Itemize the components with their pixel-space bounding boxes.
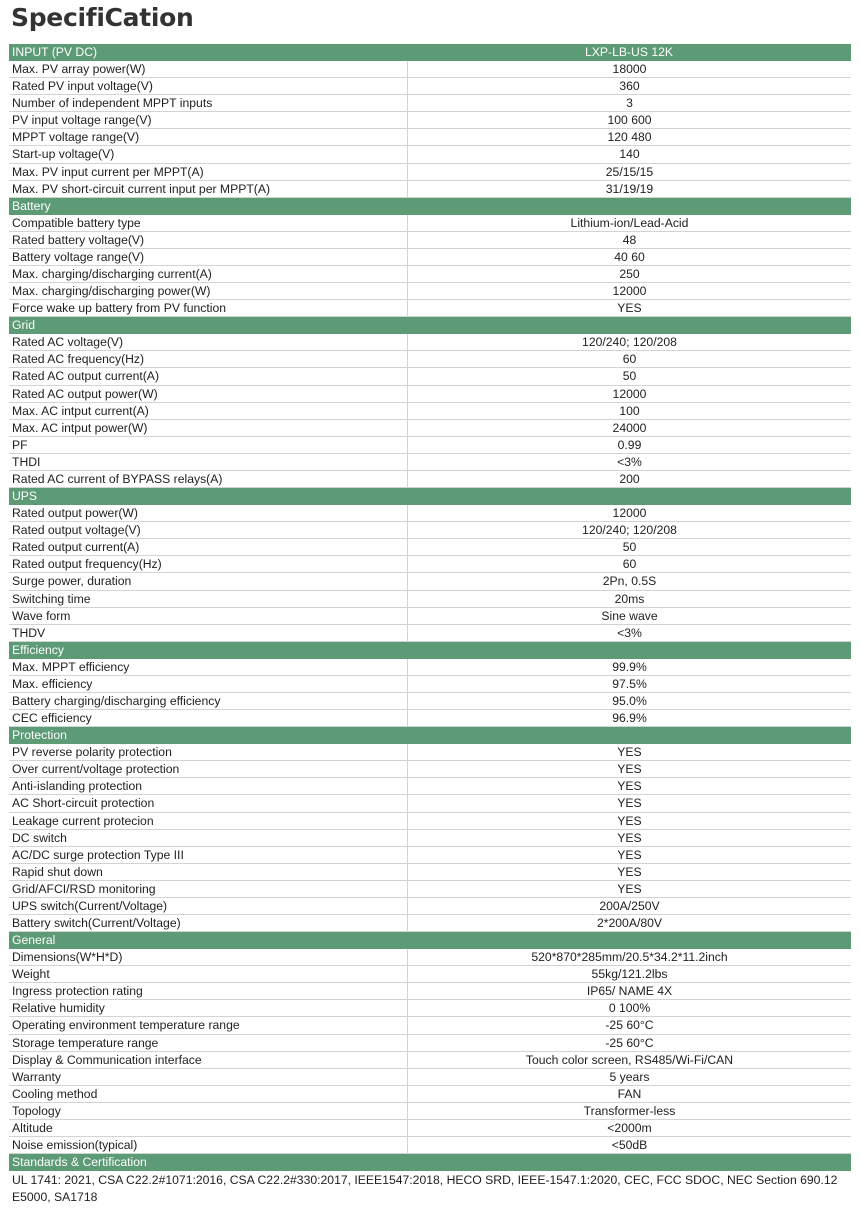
spec-value: 48 <box>622 232 637 247</box>
spec-label: Max. PV input current per MPPT(A) <box>9 164 408 180</box>
spec-label: Max. efficiency <box>9 676 408 692</box>
spec-label: Surge power, duration <box>9 573 408 589</box>
spec-value: 3 <box>626 96 633 111</box>
spec-row <box>9 1035 851 1052</box>
spec-value: 360 <box>619 79 640 94</box>
spec-value: 200A/250V <box>599 898 660 913</box>
section-header <box>9 642 851 659</box>
spec-label: Max. AC intput current(A) <box>9 403 408 419</box>
spec-value: 2*200A/80V <box>596 915 663 930</box>
spec-value: YES <box>617 847 642 862</box>
spec-value: 50 <box>622 540 637 555</box>
section-title: Efficiency <box>12 642 64 657</box>
spec-label: MPPT voltage range(V) <box>9 129 408 145</box>
spec-label: Cooling method <box>9 1086 408 1102</box>
spec-value: <3% <box>617 454 642 469</box>
spec-row <box>9 966 851 983</box>
spec-label: Rated PV input voltage(V) <box>9 78 408 94</box>
spec-value: IP65/ NAME 4X <box>586 984 673 999</box>
spec-label: Grid/AFCI/RSD monitoring <box>9 881 408 897</box>
spec-label: Max. charging/discharging power(W) <box>9 283 408 299</box>
spec-row <box>9 1086 851 1103</box>
spec-row <box>9 300 851 317</box>
spec-row <box>9 181 851 198</box>
spec-row <box>9 573 851 590</box>
spec-label: UPS switch(Current/Voltage) <box>9 898 408 914</box>
spec-row <box>9 78 851 95</box>
spec-row <box>9 915 851 932</box>
spec-label: Rated output frequency(Hz) <box>9 556 408 572</box>
spec-value: 120 480 <box>607 130 652 145</box>
spec-label: Max. AC intput power(W) <box>9 420 408 436</box>
spec-row <box>9 1137 851 1154</box>
spec-row <box>9 454 851 471</box>
spec-row <box>9 608 851 625</box>
spec-label: Max. MPPT efficiency <box>9 659 408 675</box>
spec-label: Rapid shut down <box>9 864 408 880</box>
spec-label: PV reverse polarity protection <box>9 744 408 760</box>
standards-line: E5000, SA1718 <box>12 1190 98 1205</box>
section-title: Battery <box>12 198 51 213</box>
spec-row <box>9 505 851 522</box>
spec-value: 520*870*285mm/20.5*34.2*11.2inch <box>531 950 728 965</box>
spec-label: Dimensions(W*H*D) <box>9 949 408 965</box>
spec-value: 99.9% <box>612 659 647 674</box>
spec-value: 96.9% <box>612 711 647 726</box>
spec-label: Max. charging/discharging current(A) <box>9 266 408 282</box>
spec-label: Number of independent MPPT inputs <box>9 95 408 111</box>
spec-row <box>9 61 851 78</box>
spec-row <box>9 625 851 642</box>
spec-label: Rated AC frequency(Hz) <box>9 351 408 367</box>
section-title: General <box>12 933 56 948</box>
spec-row <box>9 1052 851 1069</box>
spec-value: 12000 <box>612 386 647 401</box>
spec-label: THDV <box>9 625 408 641</box>
spec-value: <3% <box>617 625 642 640</box>
spec-row <box>9 778 851 795</box>
spec-row <box>9 522 851 539</box>
spec-value: YES <box>617 762 642 777</box>
spec-row <box>9 215 851 232</box>
spec-value: 2Pn, 0.5S <box>602 574 657 589</box>
spec-row <box>9 95 851 112</box>
spec-label: Anti-islanding protection <box>9 778 408 794</box>
spec-label: Warranty <box>9 1069 408 1085</box>
spec-label: Rated output voltage(V) <box>9 522 408 538</box>
section-header <box>9 727 851 744</box>
section-header <box>9 44 851 61</box>
spec-label: PF <box>9 437 408 453</box>
spec-value: 97.5% <box>612 676 647 691</box>
section-title: Standards & Certification <box>12 1155 147 1170</box>
spec-value: 12000 <box>612 506 647 521</box>
spec-value: Sine wave <box>601 608 658 623</box>
section-header <box>9 317 851 334</box>
spec-row <box>9 283 851 300</box>
spec-value: 140 <box>619 147 640 162</box>
spec-value: FAN <box>617 1086 642 1101</box>
spec-value: 20ms <box>614 591 645 606</box>
spec-label: Noise emission(typical) <box>9 1137 408 1153</box>
spec-label: Max. PV array power(W) <box>9 61 408 77</box>
spec-label: Force wake up battery from PV function <box>9 300 408 316</box>
section-model <box>407 198 851 215</box>
spec-row <box>9 710 851 727</box>
spec-label: Altitude <box>9 1120 408 1136</box>
spec-row <box>9 1000 851 1017</box>
section-header <box>9 1154 851 1171</box>
spec-value: 100 600 <box>607 113 652 128</box>
spec-label: Compatible battery type <box>9 215 408 231</box>
section-model <box>407 642 851 659</box>
spec-value: YES <box>617 779 642 794</box>
spec-value: 200 <box>619 471 640 486</box>
section-title: Protection <box>12 728 67 743</box>
section-model <box>407 1154 851 1171</box>
section-model <box>407 932 851 949</box>
spec-value: 31/19/19 <box>605 181 654 196</box>
spec-row <box>9 830 851 847</box>
spec-value: 0 100% <box>608 1001 651 1016</box>
spec-label: AC Short-circuit protection <box>9 795 408 811</box>
spec-label: Switching time <box>9 591 408 607</box>
spec-label: Rated AC output current(A) <box>9 368 408 384</box>
spec-row <box>9 1120 851 1137</box>
spec-value: -25 60°C <box>605 1035 654 1050</box>
spec-label: Rated output power(W) <box>9 505 408 521</box>
standards-line: UL 1741: 2021, CSA C22.2#1071:2016, CSA C22.2#330:2017, IEEE1547:2018, HECO SRD, IEEE-1547.1:2020, CEC, FCC SDOC, NEC Section 690.12 <box>12 1173 838 1188</box>
section-title: INPUT (PV DC) <box>12 45 98 59</box>
spec-row <box>9 351 851 368</box>
spec-value: 5 years <box>609 1069 650 1084</box>
spec-label: Leakage current protecion <box>9 813 408 829</box>
section-header <box>9 932 851 949</box>
spec-label: Topology <box>9 1103 408 1119</box>
section-title: UPS <box>12 489 38 504</box>
section-model <box>407 727 851 744</box>
spec-row <box>9 1017 851 1034</box>
spec-value: YES <box>617 796 642 811</box>
spec-value: -25 60°C <box>605 1018 654 1033</box>
spec-value: YES <box>617 830 642 845</box>
spec-value: YES <box>617 881 642 896</box>
spec-row <box>9 847 851 864</box>
spec-label: Max. PV short-circuit current input per MPPT(A) <box>9 181 408 197</box>
section-title: Grid <box>12 318 36 333</box>
spec-label: Rated AC current of BYPASS relays(A) <box>9 471 408 487</box>
spec-row <box>9 949 851 966</box>
spec-label: CEC efficiency <box>9 710 408 726</box>
spec-row <box>9 420 851 437</box>
spec-value: <50dB <box>611 1138 648 1152</box>
spec-row <box>9 249 851 266</box>
spec-label: Start-up voltage(V) <box>9 146 408 162</box>
spec-row <box>9 864 851 881</box>
spec-value: 55kg/121.2lbs <box>591 967 668 982</box>
spec-row <box>9 403 851 420</box>
spec-label: Wave form <box>9 608 408 624</box>
section-header <box>9 488 851 505</box>
spec-row <box>9 556 851 573</box>
spec-row <box>9 744 851 761</box>
page-title: SpecifiCation <box>11 3 194 32</box>
spec-label: Storage temperature range <box>9 1035 408 1051</box>
spec-label: Rated battery voltage(V) <box>9 232 408 248</box>
spec-label: Battery switch(Current/Voltage) <box>9 915 408 931</box>
spec-label: Relative humidity <box>9 1000 408 1016</box>
spec-value: 40 60 <box>614 249 645 264</box>
spec-label: Rated AC voltage(V) <box>9 334 408 350</box>
standards-text <box>9 1171 851 1206</box>
spec-label: Ingress protection rating <box>9 983 408 999</box>
spec-row <box>9 898 851 915</box>
spec-value: 60 <box>622 352 637 367</box>
spec-value: 100 <box>619 403 640 418</box>
spec-row <box>9 693 851 710</box>
spec-value: YES <box>617 301 642 316</box>
spec-table <box>9 44 851 1206</box>
spec-value: Lithium-ion/Lead-Acid <box>570 215 689 230</box>
spec-value: 18000 <box>612 62 647 77</box>
spec-value: Transformer-less <box>583 1103 676 1118</box>
spec-row <box>9 164 851 181</box>
spec-row <box>9 232 851 249</box>
spec-label: DC switch <box>9 830 408 846</box>
spec-row <box>9 1103 851 1120</box>
spec-row <box>9 591 851 608</box>
spec-label: PV input voltage range(V) <box>9 112 408 128</box>
spec-label: AC/DC surge protection Type III <box>9 847 408 863</box>
spec-row <box>9 129 851 146</box>
section-model <box>407 317 851 334</box>
spec-row <box>9 471 851 488</box>
section-model <box>407 488 851 505</box>
spec-value: <2000m <box>607 1120 652 1135</box>
spec-label: Rated AC output power(W) <box>9 386 408 402</box>
spec-value: 120/240; 120/208 <box>582 335 677 350</box>
spec-label: Battery charging/discharging efficiency <box>9 693 408 709</box>
spec-row <box>9 146 851 163</box>
section-header <box>9 198 851 215</box>
spec-value: 0.99 <box>617 437 642 452</box>
spec-value: 95.0% <box>612 693 647 708</box>
spec-row <box>9 676 851 693</box>
spec-value: 60 <box>622 557 637 572</box>
spec-row <box>9 334 851 351</box>
spec-row <box>9 881 851 898</box>
spec-row <box>9 266 851 283</box>
spec-label: THDI <box>9 454 408 470</box>
spec-label: Rated output current(A) <box>9 539 408 555</box>
spec-row <box>9 368 851 385</box>
spec-row <box>9 983 851 1000</box>
section-model: LXP-LB-US 12K <box>584 45 674 59</box>
spec-row <box>9 386 851 403</box>
spec-value: YES <box>617 745 642 760</box>
spec-value: 12000 <box>612 284 647 299</box>
spec-value: YES <box>617 813 642 828</box>
spec-row <box>9 795 851 812</box>
spec-label: Weight <box>9 966 408 982</box>
spec-row <box>9 659 851 676</box>
spec-value: 24000 <box>612 420 647 435</box>
spec-label: Operating environment temperature range <box>9 1017 408 1033</box>
spec-row <box>9 437 851 454</box>
spec-value: YES <box>617 864 642 879</box>
spec-value: 250 <box>619 267 640 282</box>
spec-value: 25/15/15 <box>605 164 654 179</box>
spec-value: 120/240; 120/208 <box>582 523 677 538</box>
spec-row <box>9 813 851 830</box>
spec-label: Display & Communication interface <box>9 1052 408 1068</box>
spec-value: Touch color screen, RS485/Wi-Fi/CAN <box>525 1052 734 1067</box>
spec-label: Over current/voltage protection <box>9 761 408 777</box>
spec-row <box>9 1069 851 1086</box>
spec-row <box>9 761 851 778</box>
spec-row <box>9 112 851 129</box>
spec-row <box>9 539 851 556</box>
spec-label: Battery voltage range(V) <box>9 249 408 265</box>
spec-value: 50 <box>622 369 637 384</box>
